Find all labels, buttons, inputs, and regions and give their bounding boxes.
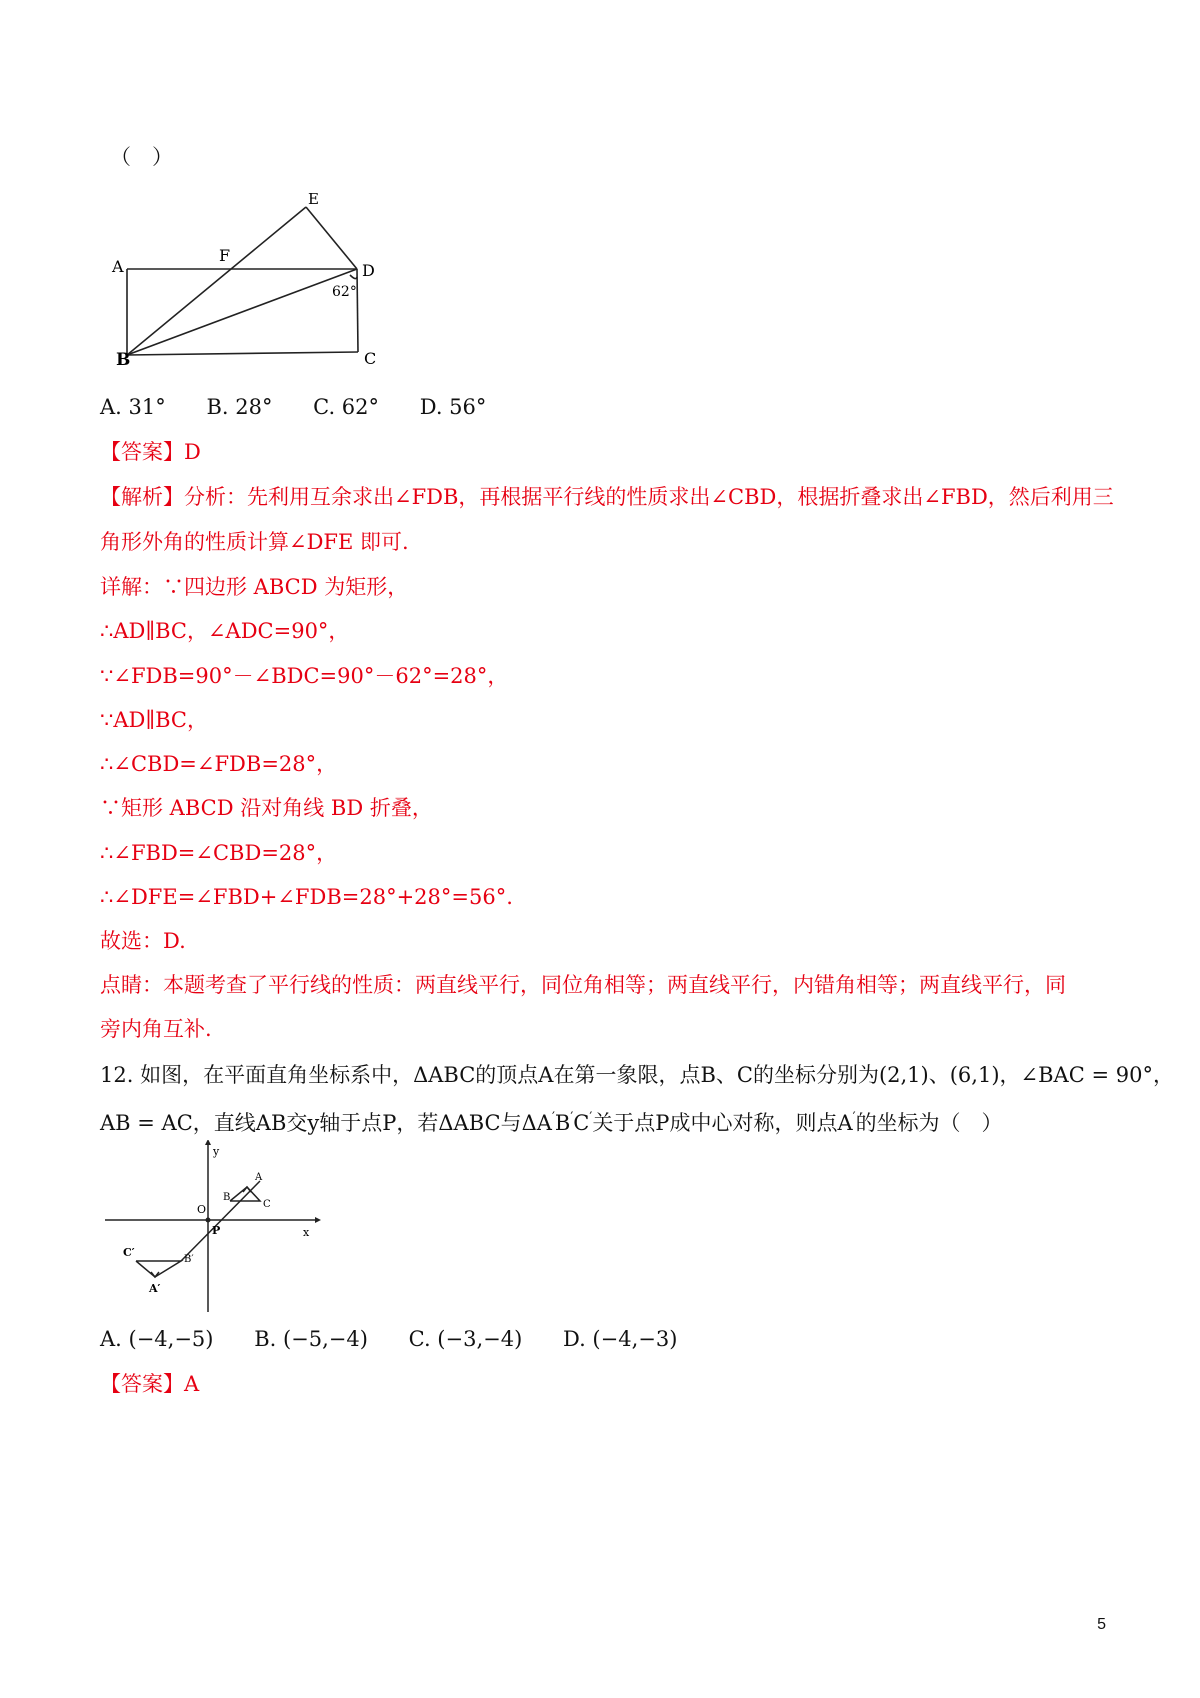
q12-stem-part-f: 的坐标为（ ） [855,1111,1003,1135]
q12-stem-line1: 12. 如图，在平面直角坐标系中，ΔABC的顶点A在第一象限，点B、C的坐标分别为(2,1)、(6,1)，∠BAC = 90°， [100,1063,1174,1087]
label-A-prime: A′ [149,1282,161,1295]
label-C: C [364,349,377,368]
q11-step-4: ∵AD∥BC， [100,708,208,732]
q11-choose: 故选：D. [100,929,186,953]
label-angle: 62° [332,284,357,300]
q11-figure [100,185,400,385]
q11-option-a: A. 31° [100,395,166,419]
prime-mark: ′ [551,1110,555,1125]
label-F: F [219,246,231,265]
q11-step-7: ∴∠FBD=∠CBD=28°， [100,841,338,865]
page-number: 5 [1097,1616,1106,1633]
q11-analysis-line2: 角形外角的性质计算∠DFE 即可. [100,530,409,554]
label-B: B [116,350,131,370]
q12-option-a: A. (−4,−5) [100,1327,214,1351]
analysis-text-1: 分析：先利用互余求出∠FDB，再根据平行线的性质求出∠CBD，根据折叠求出∠FBD，然后利用三 [184,485,1114,509]
q11-comment-line1: 点睛：本题考查了平行线的性质：两直线平行，同位角相等；两直线平行，内错角相等；两直线平行，同 [100,973,1066,997]
prime-mark: ′ [852,1110,856,1125]
analysis-tag: 【解析】 [100,485,184,509]
q12-stem-part-b: ΔA [521,1111,552,1135]
prime-mark: ′ [589,1110,593,1125]
q11-step-6: ∵矩形 ABCD 沿对角线 BD 折叠， [100,796,433,820]
label-y: y [213,1145,220,1158]
q12-stem-part-e: 关于点P成中心对称，则点A [592,1111,853,1135]
point-P [206,1218,211,1223]
q12-stem-part-a: AB = AC，直线AB交y轴于点P，若ΔABC与 [100,1111,522,1135]
q11-options [100,392,520,422]
label-E: E [308,190,319,208]
q11-option-d: D. 56° [419,395,487,419]
answer-tag: 【答案】 [100,1372,184,1396]
segment-BC [127,352,358,355]
label-D: D [362,261,375,280]
label-O: O [197,1203,207,1216]
q11-step-2: ∴AD∥BC，∠ADC=90°， [100,619,350,643]
answer-tag: 【答案】 [100,440,184,464]
segment-CD [357,269,358,352]
q11-paren: （ ） [110,145,173,169]
right-angle-mark [151,1272,159,1277]
angle-arc [350,275,357,279]
label-C: C [263,1199,271,1210]
segment-BE [127,207,306,355]
q12-stem-line2 [100,1103,1003,1138]
q11-step-5: ∴∠CBD=∠FDB=28°， [100,752,338,776]
label-C-prime: C′ [123,1246,135,1259]
prime-mark: ′ [570,1110,574,1125]
answer-value: A [184,1372,200,1396]
q12-stem-part-c: B [554,1111,571,1135]
answer-value: D [184,440,201,464]
q12-stem-part-d: C [573,1111,590,1135]
q12-figure [105,1140,345,1320]
label-A: A [255,1172,263,1183]
y-arrow [205,1140,211,1145]
q12-options [100,1324,711,1354]
q12-option-b: B. (−5,−4) [254,1327,368,1351]
label-x: x [303,1226,310,1239]
q11-step-8: ∴∠DFE=∠FBD+∠FDB=28°+28°=56°. [100,885,513,909]
q11-step-1: 详解：∵四边形 ABCD 为矩形， [100,575,409,599]
q11-answer [100,437,201,467]
x-arrow [315,1217,321,1223]
label-P: P [212,1224,221,1237]
right-angle-mark [243,1187,251,1192]
q11-comment-line2: 旁内角互补. [100,1017,212,1041]
label-B: B [223,1192,231,1203]
q12-option-d: D. (−4,−3) [562,1327,678,1351]
triangle-A2B2C2 [136,1261,181,1277]
line-AB [181,1181,260,1261]
label-A: A [112,257,124,276]
q11-step-3: ∵∠FDB=90°－∠BDC=90°－62°=28°， [100,664,509,688]
q11-option-c: C. 62° [313,395,380,419]
q11-option-b: B. 28° [206,395,273,419]
q11-analysis-line1 [100,482,1114,512]
segment-BD [127,269,357,355]
segment-ED [306,207,357,269]
label-B-prime: B′ [184,1254,194,1265]
q12-answer [100,1369,199,1399]
q12-option-c: C. (−3,−4) [408,1327,523,1351]
